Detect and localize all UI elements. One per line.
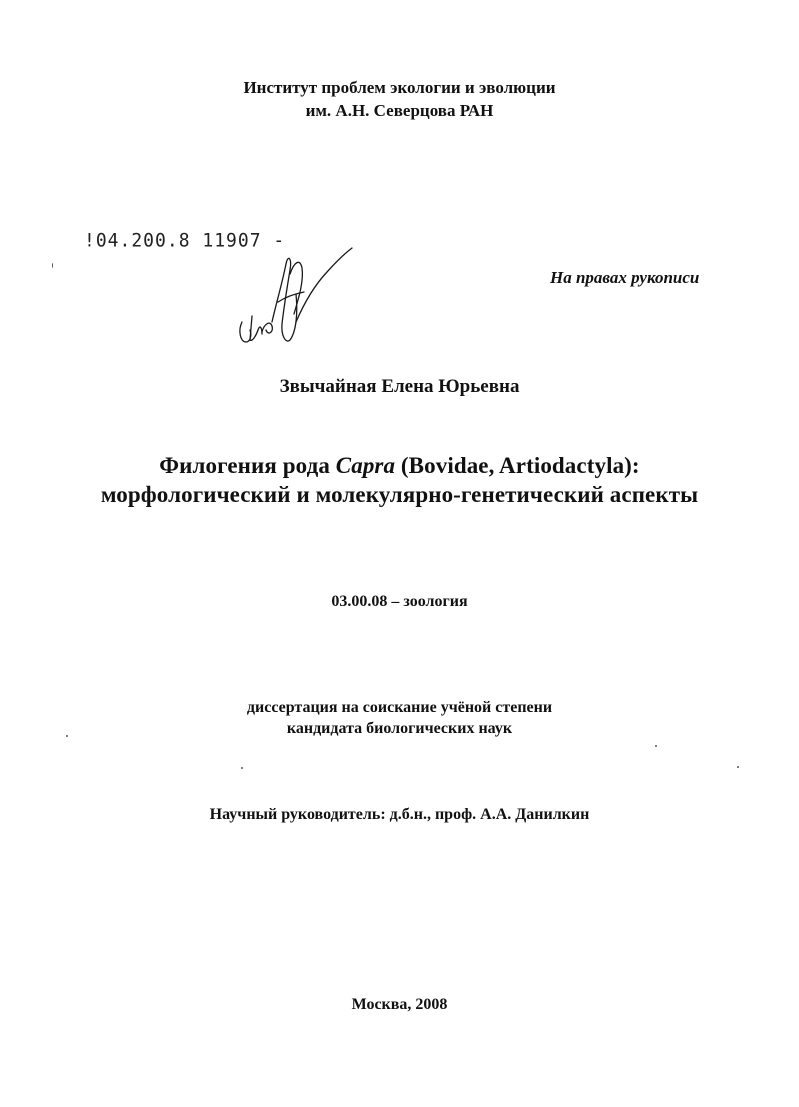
handwritten-signature (232, 244, 357, 354)
institute-line-2: им. А.Н. Северцова РАН (305, 101, 494, 120)
institute-line-1: Институт проблем экологии и эволюции (243, 78, 556, 97)
scan-speck (66, 735, 68, 737)
title-prefix: Филогения рода (159, 453, 336, 478)
author-name: Звычайная Елена Юрьевна (279, 376, 520, 397)
scan-speck (655, 745, 657, 747)
city-and-year: Москва, 2008 (351, 996, 448, 1013)
rights-notice: На правах рукописи (550, 268, 700, 287)
degree-line-1: диссертация на соискание учёной степени (246, 699, 553, 716)
title-line-2: морфологический и молекулярно-генетический аспекты (100, 482, 699, 507)
scan-speck (241, 767, 243, 769)
scan-speck (737, 766, 739, 768)
title-suffix: (Bovidae, Artiodactyla): (395, 453, 640, 478)
scientific-advisor: Научный руководитель: д.б.н., проф. А.А. Данилкин (209, 806, 590, 823)
title-line-1 (0, 453, 799, 479)
library-stamp: !04.200.8 11907 - (84, 229, 286, 252)
scan-speck (52, 263, 53, 268)
degree-line-2: кандидата биологических наук (286, 720, 513, 737)
specialty-code: 03.00.08 – зоология (331, 593, 468, 610)
title-genus: Capra (335, 453, 396, 478)
